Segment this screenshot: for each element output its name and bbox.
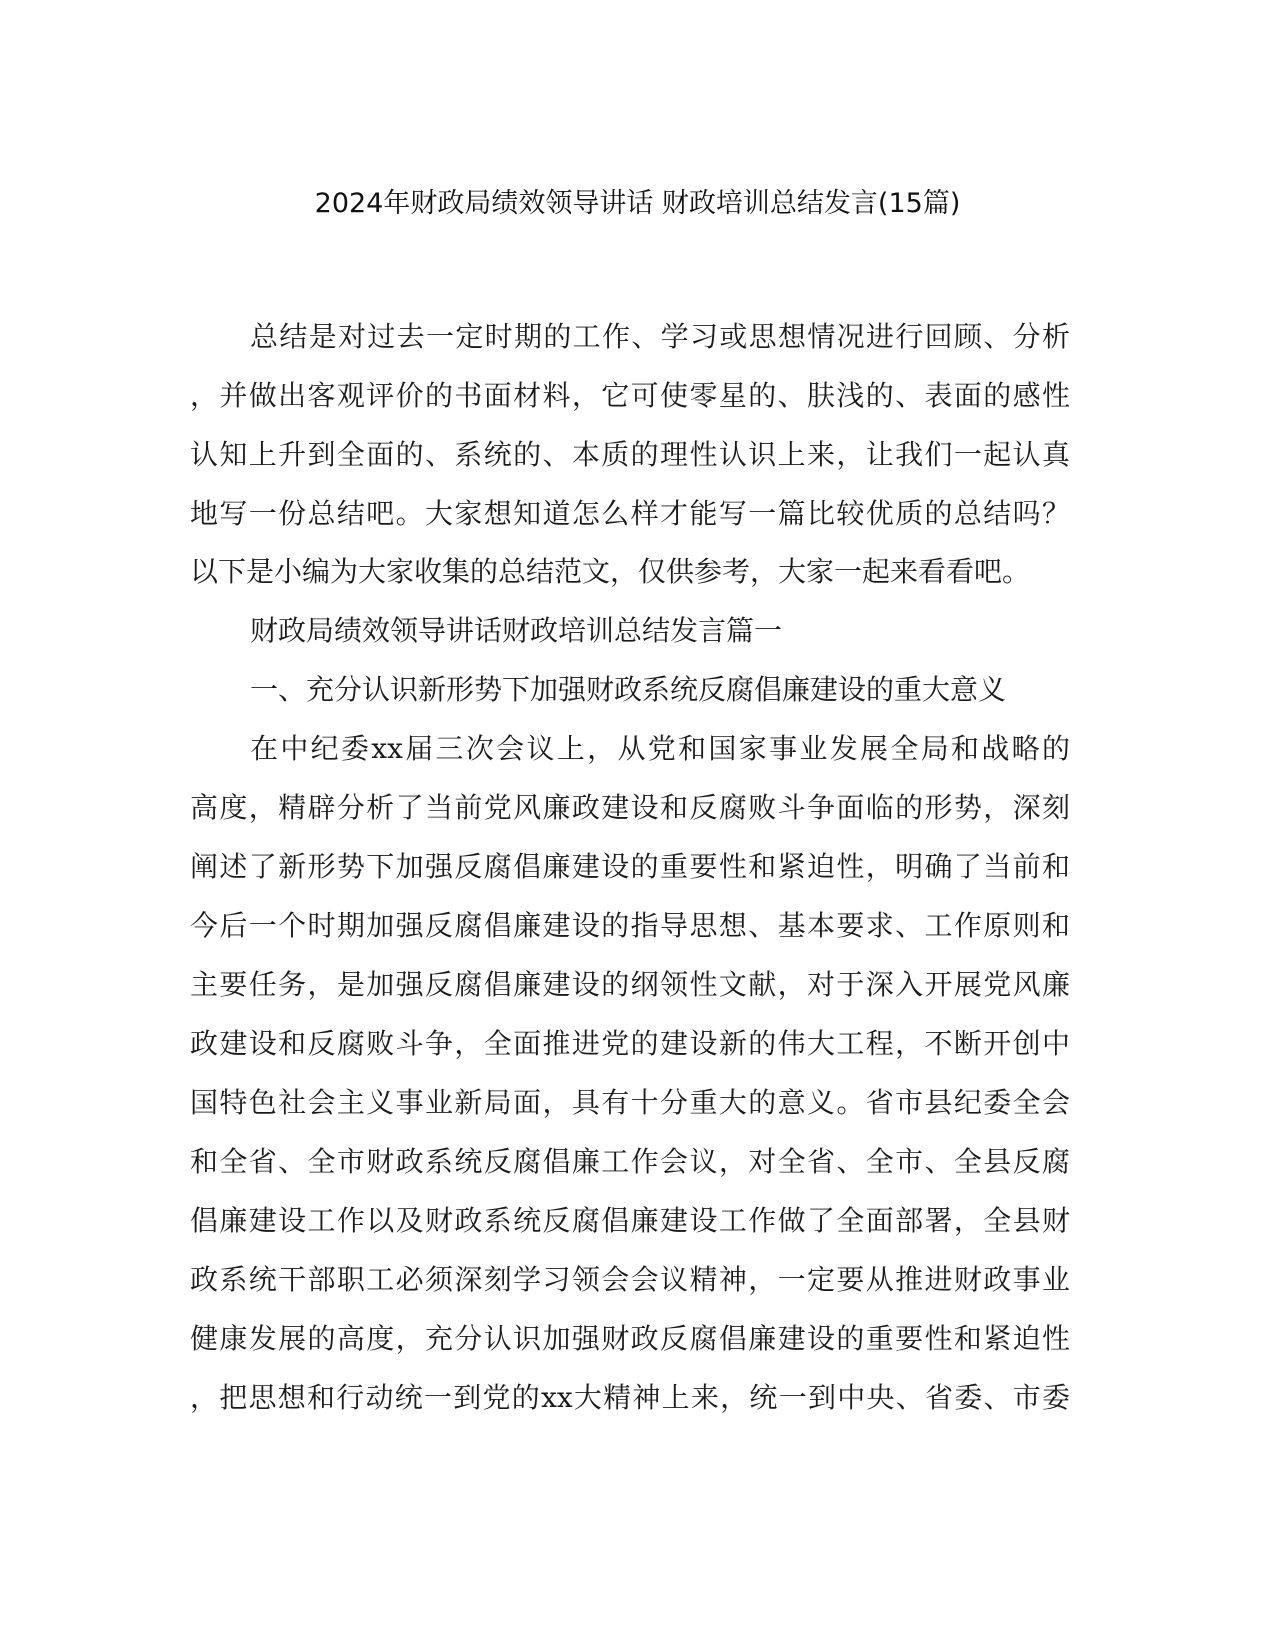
body-line: 认知上升到全面的、系统的、本质的理性认识上来，让我们一起认真: [190, 438, 1070, 471]
body-line: 今后一个时期加强反腐倡廉建设的指导思想、基本要求、工作原则和: [190, 909, 1070, 942]
body-line: 在中纪委xx届三次会议上，从党和国家事业发展全局和战略的: [250, 732, 1070, 765]
body-line: ，并做出客观评价的书面材料，它可使零星的、肤浅的、表面的感性: [190, 379, 1070, 412]
document-title: 2024年财政局绩效领导讲话 财政培训总结发言(15篇): [314, 188, 961, 219]
body-line: 和全省、全市财政系统反腐倡廉工作会议，对全省、全市、全县反腐: [190, 1145, 1070, 1178]
body-line: 以下是小编为大家收集的总结范文，仅供参考，大家一起来看看吧。: [190, 555, 1031, 588]
section-heading: 财政局绩效领导讲话财政培训总结发言篇一: [250, 614, 783, 647]
body-line: 主要任务，是加强反腐倡廉建设的纲领性文献，对于深入开展党风廉: [190, 968, 1070, 1001]
body-line: 地写一份总结吧。大家想知道怎么样才能写一篇比较优质的总结吗？: [190, 497, 1070, 530]
subsection-heading: 一、充分认识新形势下加强财政系统反腐倡廉建设的重大意义: [250, 673, 1007, 706]
body-line: 高度，精辟分析了当前党风廉政建设和反腐败斗争面临的形势，深刻: [190, 791, 1070, 824]
body-line: 政建设和反腐败斗争，全面推进党的建设新的伟大工程，不断开创中: [190, 1027, 1070, 1060]
body-line: 倡廉建设工作以及财政系统反腐倡廉建设工作做了全面部署，全县财: [190, 1204, 1070, 1237]
body-line: 国特色社会主义事业新局面，具有十分重大的意义。省市县纪委全会: [190, 1086, 1070, 1119]
body-line: 政系统干部职工必须深刻学习领会会议精神，一定要从推进财政事业: [190, 1263, 1070, 1296]
body-line: 总结是对过去一定时期的工作、学习或思想情况进行回顾、分析: [250, 320, 1070, 353]
body-line: 阐述了新形势下加强反腐倡廉建设的重要性和紧迫性，明确了当前和: [190, 850, 1070, 883]
body-line: 健康发展的高度，充分认识加强财政反腐倡廉建设的重要性和紧迫性: [190, 1322, 1070, 1355]
body-line: ，把思想和行动统一到党的xx大精神上来，统一到中央、省委、市委: [190, 1381, 1070, 1414]
